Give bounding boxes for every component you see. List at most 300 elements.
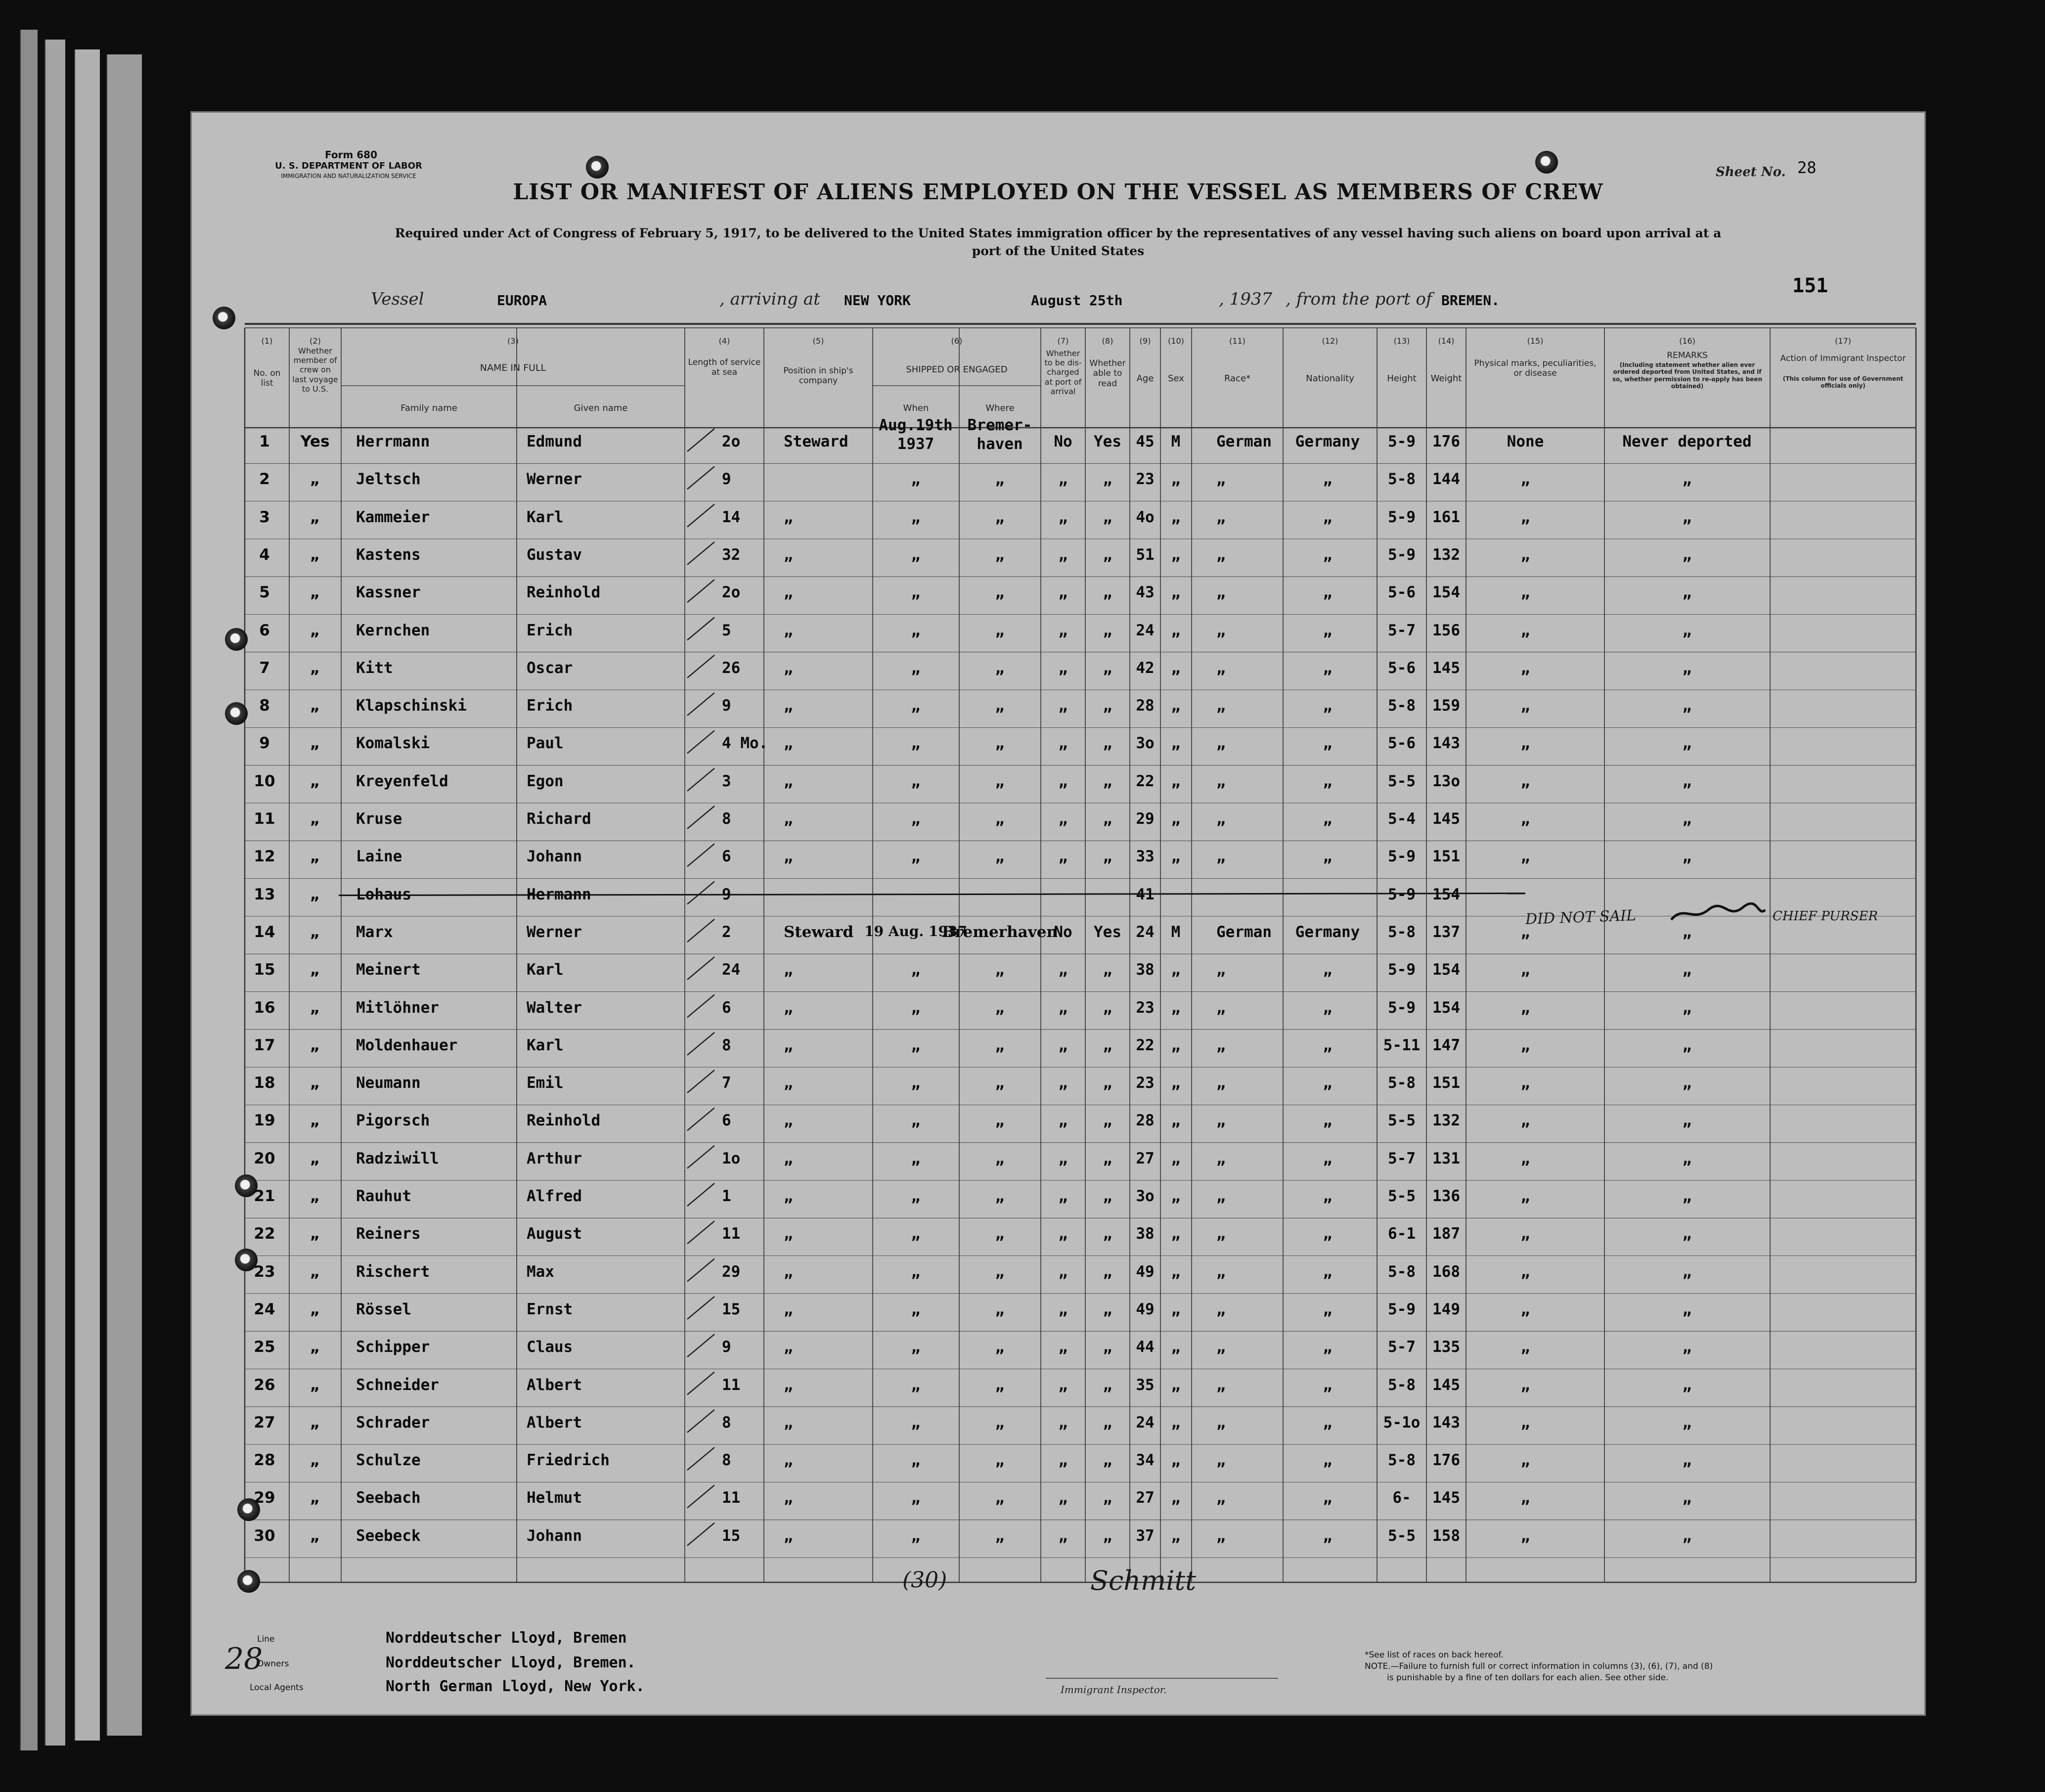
position: „ — [784, 1149, 793, 1167]
nationality: „ — [1323, 1112, 1333, 1130]
physical-marks: „ — [1520, 621, 1530, 639]
race: „ — [1216, 1300, 1226, 1318]
able-to-read: „ — [1103, 1526, 1112, 1545]
able-to-read: Yes — [1094, 433, 1121, 450]
vessel-label: Vessel — [371, 289, 424, 309]
height: 5-9 — [1388, 433, 1416, 450]
height: 5-1o — [1383, 1413, 1421, 1432]
sex: „ — [1171, 1338, 1181, 1356]
checkmark — [687, 466, 714, 489]
discharge: „ — [1058, 1338, 1068, 1356]
able-to-read: „ — [1103, 734, 1112, 753]
height: 5-8 — [1388, 470, 1416, 489]
race: „ — [1216, 659, 1226, 677]
position: Steward — [784, 433, 848, 450]
punch-hole — [237, 1570, 260, 1593]
service-length: 9 — [722, 697, 731, 715]
given-name: Emil — [527, 1074, 564, 1092]
row-number: 6 — [259, 621, 270, 639]
family-name: Marx — [356, 923, 393, 941]
sex: „ — [1171, 470, 1181, 489]
nationality: „ — [1323, 1225, 1333, 1243]
remarks: „ — [1682, 848, 1692, 866]
weight: 132 — [1432, 1112, 1460, 1130]
row-number: 28 — [254, 1451, 275, 1470]
row-number: 8 — [259, 697, 270, 715]
sex: „ — [1171, 998, 1181, 1017]
able-to-read: „ — [1103, 1489, 1112, 1507]
given-name: Albert — [527, 1376, 582, 1394]
position: „ — [784, 734, 793, 753]
race: „ — [1216, 1451, 1226, 1470]
age: 28 — [1136, 697, 1155, 715]
total-count: (30) — [902, 1568, 947, 1593]
previous-voyage: „ — [310, 583, 320, 602]
shipped-where: „ — [995, 1526, 1005, 1545]
given-name: August — [527, 1225, 582, 1243]
physical-marks: „ — [1520, 659, 1530, 677]
position: „ — [784, 583, 793, 602]
previous-voyage: „ — [310, 659, 320, 677]
checkmark — [687, 1485, 714, 1508]
position: „ — [784, 1451, 793, 1470]
able-to-read: „ — [1103, 583, 1112, 602]
shipped-when: „ — [911, 1300, 921, 1318]
able-to-read: „ — [1103, 659, 1112, 677]
weight: 144 — [1432, 470, 1460, 489]
height: 6- — [1392, 1489, 1411, 1507]
given-name: Max — [527, 1262, 554, 1281]
checkmark — [687, 429, 714, 451]
shipped-where: Bremer- haven — [967, 416, 1032, 453]
sex: „ — [1171, 1413, 1181, 1432]
family-name: Jeltsch — [356, 470, 421, 489]
race: „ — [1216, 1262, 1226, 1281]
family-name: Kastens — [356, 545, 421, 564]
previous-voyage: „ — [310, 734, 320, 753]
discharge: „ — [1058, 1376, 1068, 1394]
family-name: Pigorsch — [356, 1112, 430, 1130]
sex: „ — [1171, 1451, 1181, 1470]
header-c12-num: (12) — [1322, 336, 1338, 346]
able-to-read: „ — [1103, 1338, 1112, 1356]
shipped-where: „ — [995, 470, 1005, 489]
weight: 149 — [1432, 1300, 1460, 1318]
age: 23 — [1136, 998, 1155, 1017]
remarks: „ — [1682, 1451, 1692, 1470]
header-c12: Nationality — [1306, 373, 1354, 384]
able-to-read: „ — [1103, 998, 1112, 1017]
able-to-read: „ — [1103, 697, 1112, 715]
shipped-when: „ — [911, 621, 921, 639]
given-name: Alfred — [527, 1187, 582, 1205]
age: 38 — [1136, 961, 1155, 979]
shipped-when: „ — [911, 1036, 921, 1054]
arriving-label: , arriving at — [719, 289, 820, 309]
remarks: „ — [1682, 1074, 1692, 1092]
family-name: Mitlöhner — [356, 998, 439, 1017]
header-c17b: (This column for use of Government officials only) — [1782, 375, 1904, 390]
weight: 154 — [1432, 998, 1460, 1017]
height: 5-7 — [1388, 621, 1416, 639]
sex: „ — [1171, 1376, 1181, 1394]
previous-voyage: „ — [310, 621, 320, 639]
sex: „ — [1171, 1187, 1181, 1205]
row-number: 19 — [254, 1112, 275, 1130]
row-number: 20 — [254, 1149, 275, 1167]
height: 5-9 — [1388, 508, 1416, 526]
service-length: 11 — [722, 1225, 741, 1243]
weight: 145 — [1432, 810, 1460, 828]
age: 3o — [1136, 1187, 1155, 1205]
race: „ — [1216, 810, 1226, 828]
remarks: „ — [1682, 1225, 1692, 1243]
race: „ — [1216, 621, 1226, 639]
nationality: „ — [1323, 1413, 1333, 1432]
family-name: Moldenhauer — [356, 1036, 458, 1054]
remarks: „ — [1682, 1338, 1692, 1356]
header-c7: Whether to be dis-charged at port of arrival — [1044, 349, 1082, 396]
row-number: 26 — [254, 1376, 275, 1394]
service-length: 8 — [722, 1413, 731, 1432]
shipped-when: „ — [911, 810, 921, 828]
able-to-read: „ — [1103, 1262, 1112, 1281]
punch-hole — [586, 156, 609, 179]
discharge: „ — [1058, 545, 1068, 564]
service-length: 29 — [722, 1262, 741, 1281]
physical-marks: „ — [1520, 961, 1530, 979]
service-length: 6 — [722, 1112, 731, 1130]
nationality: „ — [1323, 470, 1333, 489]
shipped-where: „ — [995, 659, 1005, 677]
age: 41 — [1136, 885, 1155, 903]
position: „ — [784, 998, 793, 1017]
able-to-read: „ — [1103, 621, 1112, 639]
weight: 143 — [1432, 1413, 1460, 1432]
row-number: 21 — [254, 1187, 275, 1205]
discharge: „ — [1058, 470, 1068, 489]
able-to-read: „ — [1103, 1225, 1112, 1243]
page-edge — [74, 49, 100, 1741]
age: 22 — [1136, 1036, 1155, 1054]
given-name: Helmut — [527, 1489, 582, 1507]
checkmark — [687, 1259, 714, 1282]
height: 5-8 — [1388, 1262, 1416, 1281]
header-c16: REMARKS — [1667, 351, 1708, 360]
header-c4-num: (4) — [718, 336, 730, 346]
discharge: „ — [1058, 734, 1068, 753]
age: 4o — [1136, 508, 1155, 526]
race: „ — [1216, 1074, 1226, 1092]
able-to-read: „ — [1103, 1451, 1112, 1470]
given-name: Walter — [527, 998, 582, 1017]
previous-voyage: „ — [310, 1300, 320, 1318]
service-length: 4 Mo. — [722, 734, 768, 753]
age: 27 — [1136, 1489, 1155, 1507]
height: 5-5 — [1388, 772, 1416, 790]
remarks: „ — [1682, 508, 1692, 526]
checkmark — [687, 1146, 714, 1168]
remarks: „ — [1682, 1413, 1692, 1432]
previous-voyage: „ — [310, 848, 320, 866]
shipped-where: „ — [995, 1489, 1005, 1507]
shipped-where: „ — [995, 998, 1005, 1017]
checkmark — [687, 1221, 714, 1244]
header-c17: Action of Immigrant Inspector — [1780, 354, 1906, 363]
sex: „ — [1171, 659, 1181, 677]
remarks: „ — [1682, 621, 1692, 639]
service-length: 26 — [722, 659, 741, 677]
height: 5-5 — [1388, 1526, 1416, 1545]
nationality: „ — [1323, 772, 1333, 790]
sex: „ — [1171, 508, 1181, 526]
header-c16b: (Including statement whether alien ever ordered deported from United States, and if so, whether permission to re-apply has been obtained) — [1612, 361, 1762, 390]
remarks: „ — [1682, 810, 1692, 828]
height: 5-8 — [1388, 1376, 1416, 1394]
race: „ — [1216, 998, 1226, 1017]
previous-voyage: „ — [310, 1338, 320, 1356]
remarks: „ — [1682, 1149, 1692, 1167]
physical-marks: „ — [1520, 1149, 1530, 1167]
discharge: „ — [1058, 1074, 1068, 1092]
weight: 147 — [1432, 1036, 1460, 1054]
race: „ — [1216, 848, 1226, 866]
height: 5-8 — [1388, 1074, 1416, 1092]
nationality: „ — [1323, 1187, 1333, 1205]
sex: „ — [1171, 1074, 1181, 1092]
position: „ — [784, 1489, 793, 1507]
checkmark — [687, 1334, 714, 1357]
header-c8-num: (8) — [1102, 336, 1113, 346]
shipped-when: „ — [911, 1338, 921, 1356]
race: „ — [1216, 1149, 1226, 1167]
nationality: „ — [1323, 1451, 1333, 1470]
header-c6b: Where — [985, 403, 1015, 413]
discharge: No — [1054, 923, 1072, 941]
position: „ — [784, 1187, 793, 1205]
shipped-when: „ — [911, 1149, 921, 1167]
service-length: 11 — [722, 1376, 741, 1394]
header-c6-num: (6) — [951, 336, 963, 346]
position: „ — [784, 1112, 793, 1130]
discharge: „ — [1058, 1036, 1068, 1054]
age: 23 — [1136, 470, 1155, 489]
inspector-signature: Schmitt — [1090, 1565, 1196, 1596]
previous-voyage: „ — [310, 772, 320, 790]
sex: „ — [1171, 1526, 1181, 1545]
sex: „ — [1171, 545, 1181, 564]
service-length: 15 — [722, 1526, 741, 1545]
nationality: „ — [1323, 1149, 1333, 1167]
shipped-where: „ — [995, 697, 1005, 715]
discharge: „ — [1058, 1112, 1068, 1130]
remarks: „ — [1682, 998, 1692, 1017]
given-name: Karl — [527, 1036, 564, 1054]
race: „ — [1216, 1036, 1226, 1054]
shipped-when: „ — [911, 1187, 921, 1205]
able-to-read: „ — [1103, 1187, 1112, 1205]
race: German — [1216, 923, 1272, 941]
able-to-read: „ — [1103, 810, 1112, 828]
previous-voyage: „ — [310, 998, 320, 1017]
given-name: Johann — [527, 848, 582, 866]
checkmark — [687, 1410, 714, 1433]
discharge: „ — [1058, 621, 1068, 639]
given-name: Johann — [527, 1526, 582, 1545]
remarks: „ — [1682, 545, 1692, 564]
position: „ — [784, 1526, 793, 1545]
race: „ — [1216, 1376, 1226, 1394]
shipped-when: „ — [911, 508, 921, 526]
sex: „ — [1171, 1225, 1181, 1243]
remarks: Never deported — [1622, 433, 1752, 450]
row-number: 27 — [254, 1413, 275, 1432]
height: 5-6 — [1388, 659, 1416, 677]
shipped-when: „ — [911, 772, 921, 790]
height: 5-9 — [1388, 545, 1416, 564]
checkmark — [687, 768, 714, 791]
family-name: Kreyenfeld — [356, 772, 448, 790]
remarks: „ — [1682, 470, 1692, 489]
weight: 154 — [1432, 583, 1460, 602]
height: 5-8 — [1388, 1451, 1416, 1470]
given-name: Karl — [527, 961, 564, 979]
service-length: 32 — [722, 545, 741, 564]
previous-voyage: „ — [310, 1413, 320, 1432]
inspector-signature-line — [1046, 1678, 1278, 1679]
shipped-where: „ — [995, 1074, 1005, 1092]
shipped-where: „ — [995, 1225, 1005, 1243]
arrival-year: , 1937 — [1219, 289, 1273, 309]
age: 44 — [1136, 1338, 1155, 1356]
row-number: 25 — [254, 1338, 275, 1356]
checkmark — [687, 730, 714, 753]
previous-voyage: Yes — [300, 433, 330, 450]
sex: „ — [1171, 1149, 1181, 1167]
race: „ — [1216, 470, 1226, 489]
sex: „ — [1171, 848, 1181, 866]
previous-voyage: „ — [310, 1376, 320, 1394]
discharge: „ — [1058, 1300, 1068, 1318]
header-c11: Race* — [1224, 373, 1251, 384]
family-name: Meinert — [356, 961, 421, 979]
given-name: Ernst — [527, 1300, 573, 1318]
able-to-read: Yes — [1094, 923, 1121, 941]
age: 24 — [1136, 923, 1155, 941]
row-number: 30 — [254, 1526, 275, 1545]
family-name: Herrmann — [356, 433, 430, 450]
position: „ — [784, 508, 793, 526]
service-length: 15 — [722, 1300, 741, 1318]
family-name: Kernchen — [356, 621, 430, 639]
physical-marks: „ — [1520, 734, 1530, 753]
physical-marks: „ — [1520, 1225, 1530, 1243]
header-c1: No. on list — [253, 368, 281, 389]
row-number: 9 — [259, 734, 270, 753]
age: 24 — [1136, 621, 1155, 639]
weight: 176 — [1432, 433, 1460, 450]
race: „ — [1216, 961, 1226, 979]
previous-voyage: „ — [310, 1112, 320, 1130]
header-c10-num: (10) — [1168, 336, 1184, 346]
checkmark — [687, 1523, 714, 1546]
shipped-where: „ — [995, 1300, 1005, 1318]
able-to-read: „ — [1103, 1074, 1112, 1092]
discharge: „ — [1058, 772, 1068, 790]
sex: „ — [1171, 810, 1181, 828]
sex: M — [1171, 923, 1181, 941]
previous-voyage: „ — [310, 885, 320, 903]
sex: „ — [1171, 734, 1181, 753]
discharge: „ — [1058, 1225, 1068, 1243]
height: 5-7 — [1388, 1149, 1416, 1167]
checkmark — [687, 844, 714, 866]
service-length: 9 — [722, 1338, 731, 1356]
family-name: Komalski — [356, 734, 430, 753]
header-c13-num: (13) — [1393, 336, 1410, 346]
height: 5-9 — [1388, 1300, 1416, 1318]
given-name: Karl — [527, 508, 564, 526]
age: 42 — [1136, 659, 1155, 677]
family-name: Kruse — [356, 810, 402, 828]
nationality: „ — [1323, 659, 1333, 677]
header-c8: Whether able to read — [1089, 358, 1126, 389]
nationality: „ — [1323, 545, 1333, 564]
able-to-read: „ — [1103, 961, 1112, 979]
shipped-when: „ — [911, 734, 921, 753]
weight: 135 — [1432, 1338, 1460, 1356]
header-c3-num: (3) — [507, 336, 519, 346]
nationality: „ — [1323, 1262, 1333, 1281]
discharge: „ — [1058, 1413, 1068, 1432]
height: 5-9 — [1388, 998, 1416, 1017]
physical-marks: „ — [1520, 470, 1530, 489]
given-name: Erich — [527, 697, 573, 715]
weight: 132 — [1432, 545, 1460, 564]
page-edge — [106, 54, 142, 1736]
age: 3o — [1136, 734, 1155, 753]
race: German — [1216, 433, 1272, 450]
service-length: 2o — [722, 433, 741, 450]
row-number: 23 — [254, 1262, 275, 1281]
family-name: Schulze — [356, 1451, 421, 1470]
previous-voyage: „ — [310, 697, 320, 715]
inspector-label: Immigrant Inspector. — [1061, 1684, 1167, 1696]
age: 23 — [1136, 1074, 1155, 1092]
age: 51 — [1136, 545, 1155, 564]
able-to-read: „ — [1103, 1300, 1112, 1318]
race: „ — [1216, 1526, 1226, 1545]
page-title: LIST OR MANIFEST OF ALIENS EMPLOYED ON THE VESSEL AS MEMBERS OF CREW — [513, 179, 1603, 205]
physical-marks: „ — [1520, 923, 1530, 941]
header-c7-num: (7) — [1057, 336, 1069, 346]
age: 49 — [1136, 1262, 1155, 1281]
stamp-number: 151 — [1792, 274, 1828, 297]
row-number: 22 — [254, 1225, 275, 1243]
age: 33 — [1136, 848, 1155, 866]
nationality: „ — [1323, 1526, 1333, 1545]
race: „ — [1216, 1187, 1226, 1205]
able-to-read: „ — [1103, 772, 1112, 790]
header-c15-num: (15) — [1527, 336, 1544, 346]
penalty-note: NOTE.—Failure to furnish full or correct information in columns (3), (6), (7), and (8) — [1365, 1661, 1713, 1671]
age: 27 — [1136, 1149, 1155, 1167]
family-name: Kitt — [356, 659, 393, 677]
service-length: 8 — [722, 1036, 731, 1054]
physical-marks: „ — [1520, 697, 1530, 715]
header-c6: SHIPPED OR ENGAGED — [906, 364, 1008, 375]
given-name: Paul — [527, 734, 564, 753]
